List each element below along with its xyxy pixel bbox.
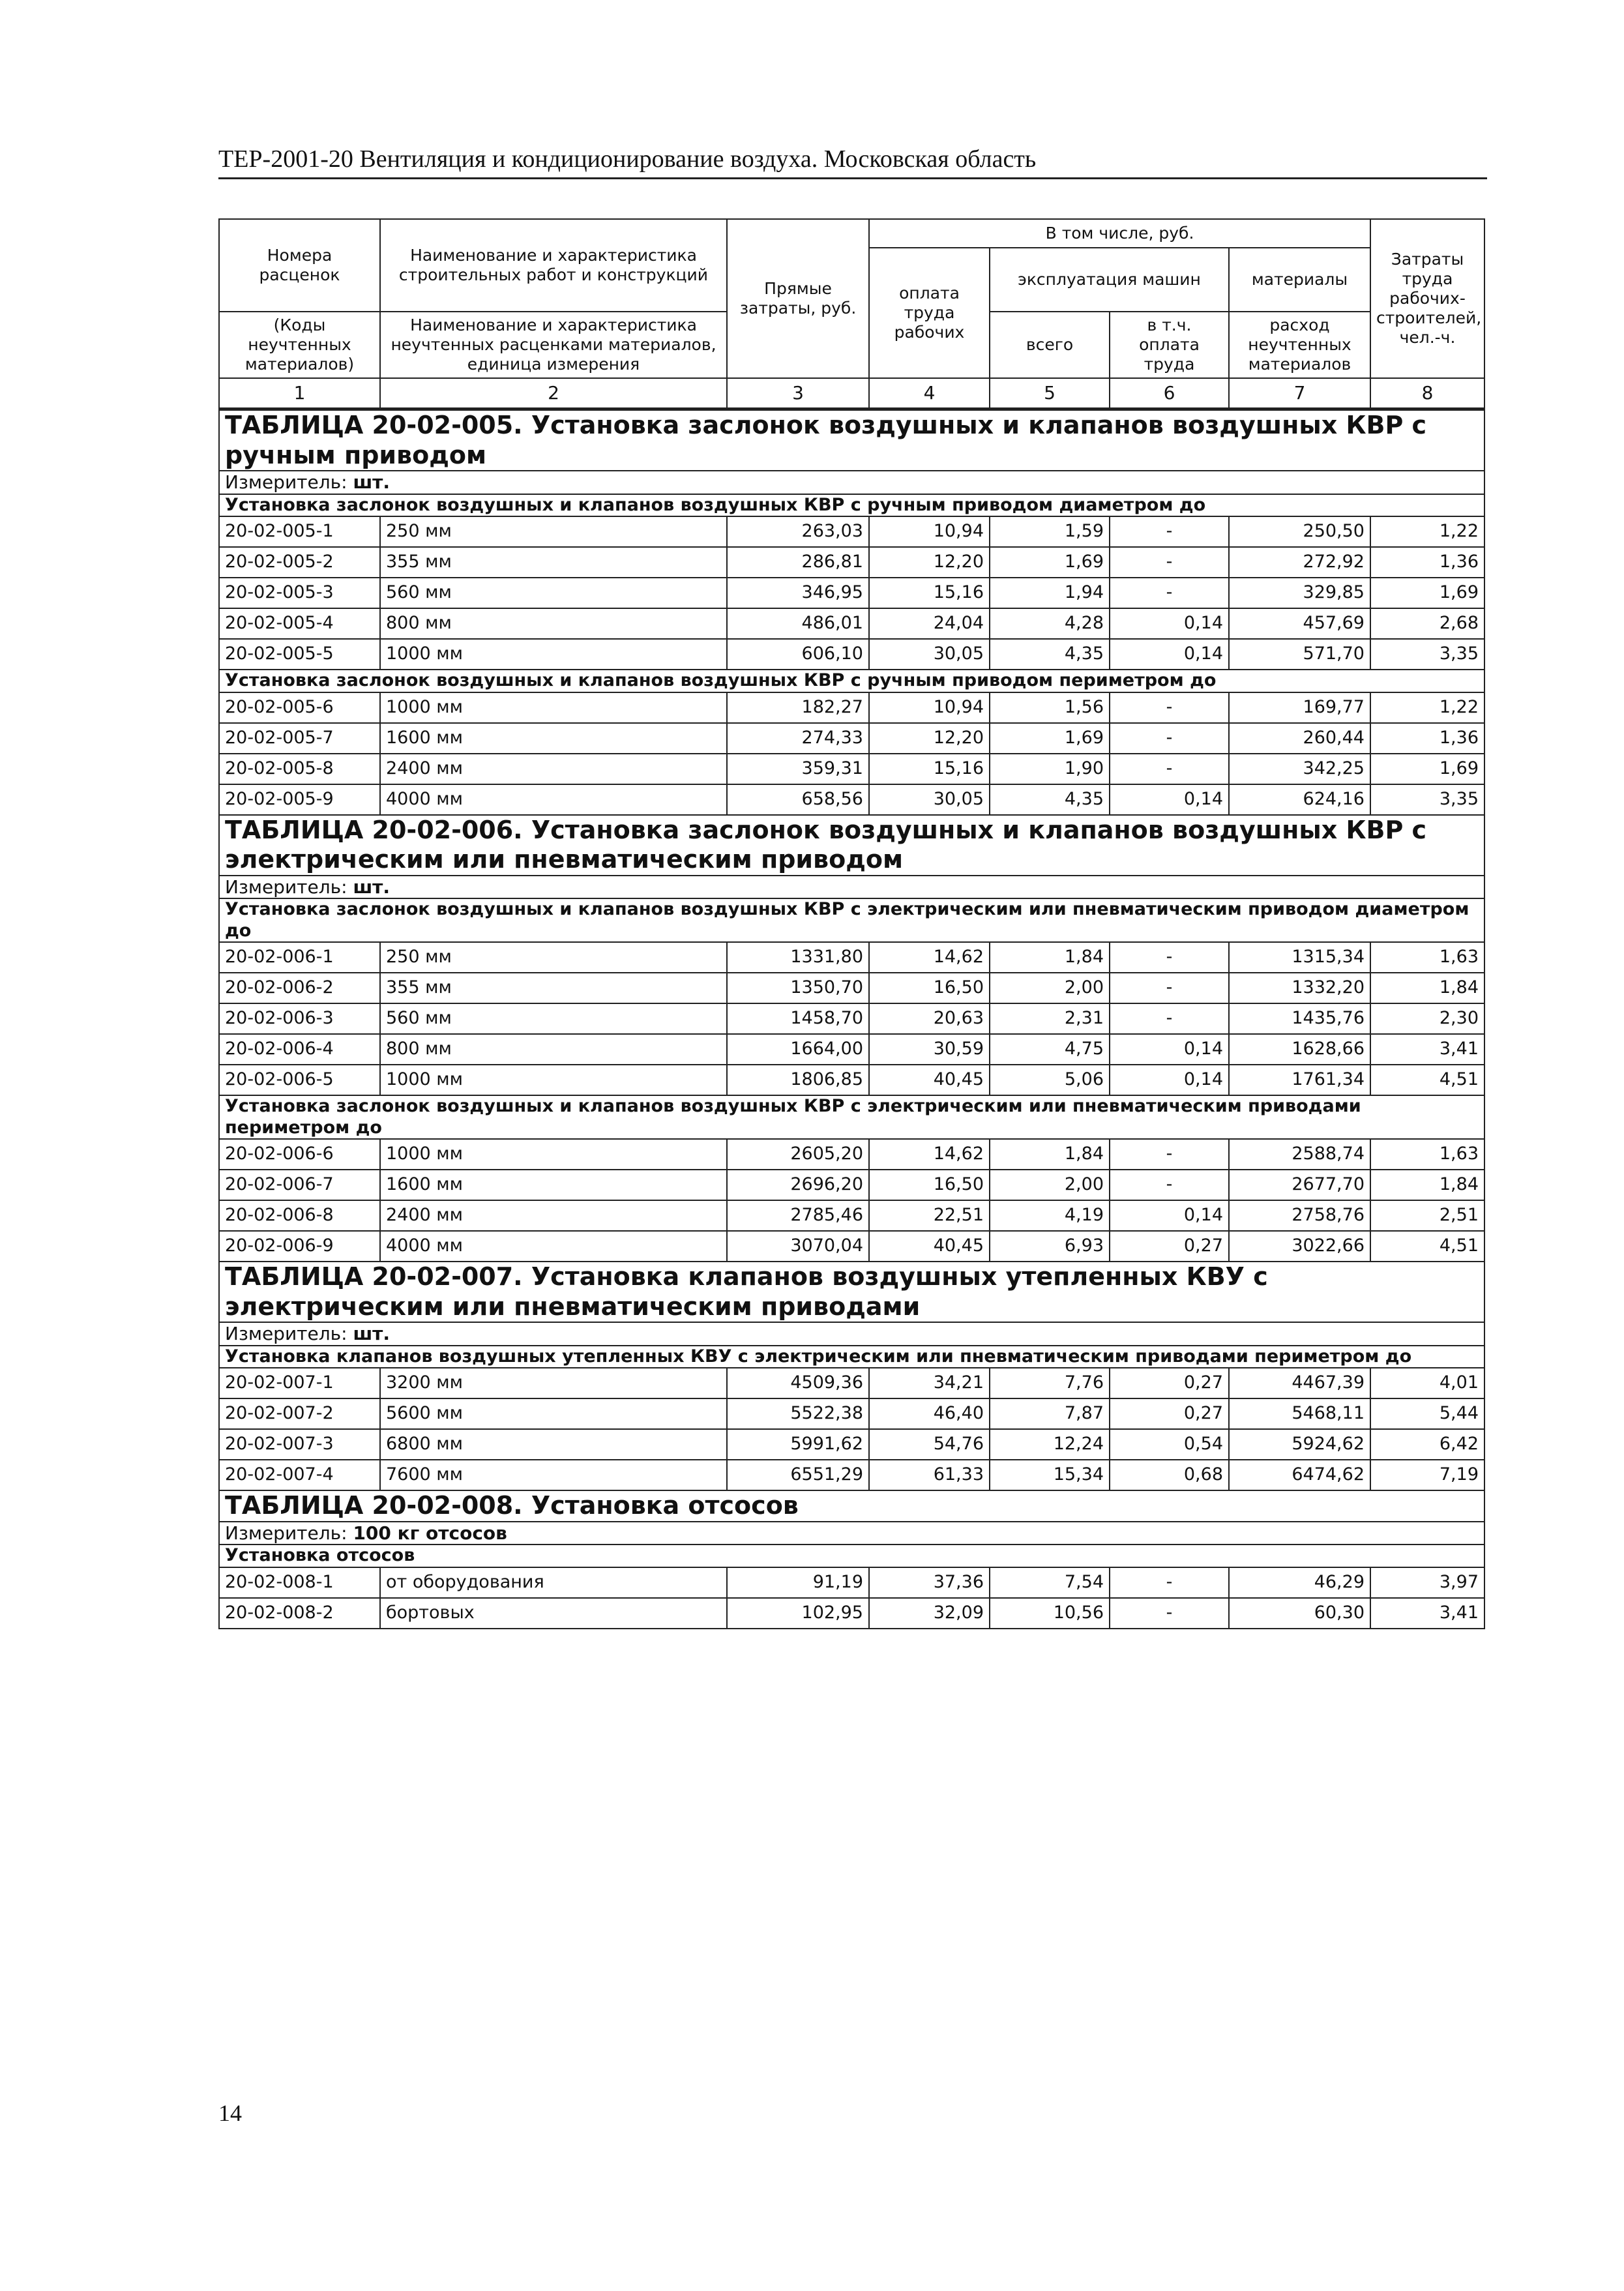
col-header-work-name: Наименование и характеристика строительных работ и конструкций — [380, 219, 727, 312]
work-size-cell: 560 мм — [380, 578, 727, 608]
direct-costs-cell: 6551,29 — [727, 1460, 869, 1490]
measure-label: Измеритель: — [225, 876, 353, 898]
materials-cell: 1435,76 — [1229, 1003, 1370, 1034]
materials-cell: 1761,34 — [1229, 1065, 1370, 1095]
rate-code-cell: 20-02-008-2 — [219, 1598, 380, 1629]
rate-code-cell: 20-02-005-1 — [219, 516, 380, 547]
materials-cell: 60,30 — [1229, 1598, 1370, 1629]
machines-labor-cell: - — [1110, 1567, 1229, 1598]
group-subtitle: Установка заслонок воздушных и клапанов воздушных КВР с электрическим или пневматическим приводом диаметром до — [219, 898, 1484, 942]
machines-total-cell: 7,54 — [990, 1567, 1110, 1598]
rate-code-cell: 20-02-005-2 — [219, 547, 380, 578]
table-row — [219, 1598, 1484, 1629]
labor-hours-cell: 1,69 — [1370, 578, 1484, 608]
work-size-cell: 1000 мм — [380, 692, 727, 723]
section-title: ТАБЛИЦА 20-02-008. Установка отсосов — [219, 1490, 1484, 1522]
labor-pay-cell: 54,76 — [869, 1429, 990, 1460]
table-row — [219, 1368, 1484, 1398]
measure-cell — [219, 876, 1484, 899]
column-number: 8 — [1370, 378, 1484, 409]
direct-costs-cell: 102,95 — [727, 1598, 869, 1629]
measure-unit: 100 кг отсосов — [353, 1522, 507, 1544]
table-row — [219, 942, 1484, 973]
machines-total-cell: 12,24 — [990, 1429, 1110, 1460]
table-section-title — [219, 1490, 1484, 1522]
rate-code-cell: 20-02-005-5 — [219, 639, 380, 670]
measure-cell — [219, 1322, 1484, 1346]
materials-cell: 6474,62 — [1229, 1460, 1370, 1490]
table-row — [219, 1170, 1484, 1200]
machines-labor-cell: 0,14 — [1110, 784, 1229, 815]
group-subtitle-row — [219, 670, 1484, 692]
running-header: ТЕР-2001-20 Вентиляция и кондиционирование воздуха. Московская область — [218, 145, 1487, 179]
work-size-cell: 1600 мм — [380, 1170, 727, 1200]
direct-costs-cell: 359,31 — [727, 754, 869, 784]
work-size-cell: 5600 мм — [380, 1398, 727, 1429]
labor-hours-cell: 1,22 — [1370, 516, 1484, 547]
labor-pay-cell: 46,40 — [869, 1398, 990, 1429]
table-row — [219, 608, 1484, 639]
measure-label: Измеритель: — [225, 1323, 353, 1345]
labor-hours-cell: 3,35 — [1370, 784, 1484, 815]
machines-total-cell: 4,35 — [990, 784, 1110, 815]
materials-cell: 5468,11 — [1229, 1398, 1370, 1429]
work-size-cell: 1600 мм — [380, 723, 727, 754]
table-row — [219, 578, 1484, 608]
direct-costs-cell: 1458,70 — [727, 1003, 869, 1034]
work-size-cell: 4000 мм — [380, 1231, 727, 1262]
table-row — [219, 973, 1484, 1003]
machines-total-cell: 1,94 — [990, 578, 1110, 608]
rate-code-cell: 20-02-005-7 — [219, 723, 380, 754]
machines-labor-cell: - — [1110, 1598, 1229, 1629]
labor-pay-cell: 32,09 — [869, 1598, 990, 1629]
direct-costs-cell: 1806,85 — [727, 1065, 869, 1095]
machines-total-cell: 15,34 — [990, 1460, 1110, 1490]
machines-total-cell: 1,69 — [990, 547, 1110, 578]
machines-total-cell: 6,93 — [990, 1231, 1110, 1262]
direct-costs-cell: 606,10 — [727, 639, 869, 670]
rate-code-cell: 20-02-008-1 — [219, 1567, 380, 1598]
machines-total-cell: 2,00 — [990, 973, 1110, 1003]
labor-pay-cell: 40,45 — [869, 1231, 990, 1262]
labor-hours-cell: 1,22 — [1370, 692, 1484, 723]
measure-row — [219, 471, 1484, 494]
direct-costs-cell: 274,33 — [727, 723, 869, 754]
rate-code-cell: 20-02-005-8 — [219, 754, 380, 784]
work-size-cell: 1000 мм — [380, 1139, 727, 1170]
group-subtitle-row — [219, 494, 1484, 516]
col-header-machines-total: всего — [990, 312, 1110, 378]
machines-labor-cell: - — [1110, 578, 1229, 608]
measure-cell — [219, 471, 1484, 494]
labor-hours-cell: 1,84 — [1370, 1170, 1484, 1200]
direct-costs-cell: 5522,38 — [727, 1398, 869, 1429]
section-title: ТАБЛИЦА 20-02-006. Установка заслонок воздушных и клапанов воздушных КВР с электрическим или пневматическим приводом — [219, 815, 1484, 876]
work-size-cell: 355 мм — [380, 547, 727, 578]
materials-cell: 169,77 — [1229, 692, 1370, 723]
labor-pay-cell: 12,20 — [869, 723, 990, 754]
page-number: 14 — [218, 2100, 242, 2126]
work-size-cell: 800 мм — [380, 1034, 727, 1065]
table-row — [219, 1567, 1484, 1598]
labor-pay-cell: 14,62 — [869, 1139, 990, 1170]
work-size-cell: 355 мм — [380, 973, 727, 1003]
rate-code-cell: 20-02-006-3 — [219, 1003, 380, 1034]
labor-pay-cell: 16,50 — [869, 1170, 990, 1200]
direct-costs-cell: 286,81 — [727, 547, 869, 578]
table-row — [219, 1065, 1484, 1095]
group-subtitle-row — [219, 898, 1484, 942]
column-number: 4 — [869, 378, 990, 409]
table-row — [219, 1139, 1484, 1170]
work-size-cell: 250 мм — [380, 942, 727, 973]
labor-pay-cell: 30,05 — [869, 639, 990, 670]
labor-hours-cell: 1,63 — [1370, 1139, 1484, 1170]
measure-row — [219, 876, 1484, 899]
direct-costs-cell: 91,19 — [727, 1567, 869, 1598]
labor-pay-cell: 10,94 — [869, 516, 990, 547]
labor-pay-cell: 12,20 — [869, 547, 990, 578]
labor-hours-cell: 1,63 — [1370, 942, 1484, 973]
labor-pay-cell: 22,51 — [869, 1200, 990, 1231]
col-header-machines: эксплуатация машин — [990, 248, 1229, 312]
rate-code-cell: 20-02-006-5 — [219, 1065, 380, 1095]
table-section-title — [219, 409, 1484, 471]
table-row — [219, 1460, 1484, 1490]
labor-pay-cell: 40,45 — [869, 1065, 990, 1095]
table-row — [219, 784, 1484, 815]
rate-code-cell: 20-02-006-2 — [219, 973, 380, 1003]
measure-label: Измеритель: — [225, 471, 353, 494]
group-subtitle: Установка заслонок воздушных и клапанов воздушных КВР с ручным приводом периметром до — [219, 670, 1484, 692]
labor-hours-cell: 4,51 — [1370, 1065, 1484, 1095]
machines-total-cell: 1,59 — [990, 516, 1110, 547]
labor-hours-cell: 4,51 — [1370, 1231, 1484, 1262]
col-header-material-consumption: расход неучтенных материалов — [1229, 312, 1370, 378]
rate-code-cell: 20-02-006-1 — [219, 942, 380, 973]
machines-labor-cell: 0,14 — [1110, 608, 1229, 639]
machines-total-cell: 4,75 — [990, 1034, 1110, 1065]
work-size-cell: 250 мм — [380, 516, 727, 547]
column-number: 1 — [219, 378, 380, 409]
col-header-direct-costs: Прямые затраты, руб. — [727, 219, 869, 378]
machines-labor-cell: - — [1110, 516, 1229, 547]
materials-cell: 2758,76 — [1229, 1200, 1370, 1231]
column-number: 2 — [380, 378, 727, 409]
machines-total-cell: 10,56 — [990, 1598, 1110, 1629]
rates-table — [218, 218, 1485, 1629]
machines-labor-cell: 0,68 — [1110, 1460, 1229, 1490]
materials-cell: 46,29 — [1229, 1567, 1370, 1598]
direct-costs-cell: 486,01 — [727, 608, 869, 639]
machines-total-cell: 2,31 — [990, 1003, 1110, 1034]
section-title: ТАБЛИЦА 20-02-005. Установка заслонок воздушных и клапанов воздушных КВР с ручным приводом — [219, 409, 1484, 471]
labor-hours-cell: 2,30 — [1370, 1003, 1484, 1034]
machines-labor-cell: - — [1110, 1003, 1229, 1034]
labor-hours-cell: 6,42 — [1370, 1429, 1484, 1460]
measure-unit: шт. — [353, 1323, 391, 1345]
group-subtitle: Установка клапанов воздушных утепленных КВУ с электрическим или пневматическим приводами периметром до — [219, 1346, 1484, 1368]
labor-hours-cell: 3,35 — [1370, 639, 1484, 670]
labor-hours-cell: 1,84 — [1370, 973, 1484, 1003]
labor-hours-cell: 4,01 — [1370, 1368, 1484, 1398]
group-subtitle: Установка заслонок воздушных и клапанов воздушных КВР с ручным приводом диаметром до — [219, 494, 1484, 516]
labor-hours-cell: 2,68 — [1370, 608, 1484, 639]
table-row — [219, 754, 1484, 784]
column-number: 7 — [1229, 378, 1370, 409]
col-header-machines-labor: в т.ч. оплата труда — [1110, 312, 1229, 378]
labor-pay-cell: 61,33 — [869, 1460, 990, 1490]
col-header-labor-hours: Затраты труда рабочих-строителей, чел.-ч. — [1370, 219, 1484, 378]
table-row — [219, 516, 1484, 547]
col-header-including: В том числе, руб. — [869, 219, 1370, 248]
labor-hours-cell: 3,41 — [1370, 1034, 1484, 1065]
machines-total-cell: 1,84 — [990, 942, 1110, 973]
work-size-cell: 3200 мм — [380, 1368, 727, 1398]
direct-costs-cell: 2605,20 — [727, 1139, 869, 1170]
machines-total-cell: 4,35 — [990, 639, 1110, 670]
measure-label: Измеритель: — [225, 1522, 353, 1544]
direct-costs-cell: 1350,70 — [727, 973, 869, 1003]
rate-code-cell: 20-02-007-1 — [219, 1368, 380, 1398]
labor-hours-cell: 1,36 — [1370, 547, 1484, 578]
materials-cell: 329,85 — [1229, 578, 1370, 608]
table-row — [219, 1003, 1484, 1034]
measure-row — [219, 1322, 1484, 1346]
table-row — [219, 1429, 1484, 1460]
rate-code-cell: 20-02-006-7 — [219, 1170, 380, 1200]
labor-pay-cell: 30,05 — [869, 784, 990, 815]
direct-costs-cell: 346,95 — [727, 578, 869, 608]
direct-costs-cell: 182,27 — [727, 692, 869, 723]
table-row — [219, 1034, 1484, 1065]
rate-code-cell: 20-02-005-6 — [219, 692, 380, 723]
machines-total-cell: 4,19 — [990, 1200, 1110, 1231]
labor-hours-cell: 3,41 — [1370, 1598, 1484, 1629]
direct-costs-cell: 2696,20 — [727, 1170, 869, 1200]
table-row — [219, 723, 1484, 754]
column-number: 6 — [1110, 378, 1229, 409]
work-size-cell: 800 мм — [380, 608, 727, 639]
materials-cell: 457,69 — [1229, 608, 1370, 639]
materials-cell: 272,92 — [1229, 547, 1370, 578]
labor-pay-cell: 30,59 — [869, 1034, 990, 1065]
machines-total-cell: 7,76 — [990, 1368, 1110, 1398]
materials-cell: 5924,62 — [1229, 1429, 1370, 1460]
labor-hours-cell: 3,97 — [1370, 1567, 1484, 1598]
rate-code-cell: 20-02-006-4 — [219, 1034, 380, 1065]
machines-total-cell: 5,06 — [990, 1065, 1110, 1095]
materials-cell: 3022,66 — [1229, 1231, 1370, 1262]
machines-labor-cell: 0,14 — [1110, 1065, 1229, 1095]
section-title: ТАБЛИЦА 20-02-007. Установка клапанов воздушных утепленных КВУ с электрическим или пневматическим приводами — [219, 1262, 1484, 1322]
work-size-cell: 2400 мм — [380, 1200, 727, 1231]
col-header-rate-number: Номера расценок — [219, 219, 380, 312]
machines-total-cell: 4,28 — [990, 608, 1110, 639]
materials-cell: 1332,20 — [1229, 973, 1370, 1003]
labor-hours-cell: 5,44 — [1370, 1398, 1484, 1429]
measure-unit: шт. — [353, 876, 391, 898]
column-number: 3 — [727, 378, 869, 409]
col-header-labor-pay: оплата труда рабочих — [869, 248, 990, 378]
group-subtitle: Установка отсосов — [219, 1545, 1484, 1567]
machines-total-cell: 1,90 — [990, 754, 1110, 784]
labor-pay-cell: 15,16 — [869, 578, 990, 608]
materials-cell: 2588,74 — [1229, 1139, 1370, 1170]
col-header-materials: материалы — [1229, 248, 1370, 312]
rate-code-cell: 20-02-005-3 — [219, 578, 380, 608]
labor-pay-cell: 24,04 — [869, 608, 990, 639]
labor-pay-cell: 37,36 — [869, 1567, 990, 1598]
rate-code-cell: 20-02-006-8 — [219, 1200, 380, 1231]
machines-labor-cell: - — [1110, 723, 1229, 754]
materials-cell: 1628,66 — [1229, 1034, 1370, 1065]
group-subtitle-row — [219, 1095, 1484, 1139]
labor-pay-cell: 10,94 — [869, 692, 990, 723]
rate-code-cell: 20-02-007-4 — [219, 1460, 380, 1490]
table-row — [219, 1200, 1484, 1231]
labor-pay-cell: 14,62 — [869, 942, 990, 973]
rate-code-cell: 20-02-007-2 — [219, 1398, 380, 1429]
materials-cell: 2677,70 — [1229, 1170, 1370, 1200]
labor-hours-cell: 1,69 — [1370, 754, 1484, 784]
materials-cell: 4467,39 — [1229, 1368, 1370, 1398]
table-section-title — [219, 1262, 1484, 1322]
measure-row — [219, 1522, 1484, 1545]
labor-hours-cell: 1,36 — [1370, 723, 1484, 754]
labor-hours-cell: 7,19 — [1370, 1460, 1484, 1490]
column-number: 5 — [990, 378, 1110, 409]
machines-total-cell: 1,84 — [990, 1139, 1110, 1170]
machines-labor-cell: - — [1110, 547, 1229, 578]
direct-costs-cell: 2785,46 — [727, 1200, 869, 1231]
direct-costs-cell: 658,56 — [727, 784, 869, 815]
col-header-material-codes: (Коды неучтенных материалов) — [219, 312, 380, 378]
measure-cell — [219, 1522, 1484, 1545]
materials-cell: 624,16 — [1229, 784, 1370, 815]
direct-costs-cell: 1331,80 — [727, 942, 869, 973]
work-size-cell: 560 мм — [380, 1003, 727, 1034]
rate-code-cell: 20-02-005-4 — [219, 608, 380, 639]
machines-labor-cell: - — [1110, 942, 1229, 973]
materials-cell: 1315,34 — [1229, 942, 1370, 973]
col-header-material-name: Наименование и характеристика неучтенных расценками материалов, единица измерения — [380, 312, 727, 378]
direct-costs-cell: 1664,00 — [727, 1034, 869, 1065]
materials-cell: 260,44 — [1229, 723, 1370, 754]
group-subtitle-row — [219, 1545, 1484, 1567]
measure-unit: шт. — [353, 471, 391, 494]
group-subtitle-row — [219, 1346, 1484, 1368]
rate-code-cell: 20-02-006-9 — [219, 1231, 380, 1262]
work-size-cell: 6800 мм — [380, 1429, 727, 1460]
table-row — [219, 547, 1484, 578]
work-size-cell: 1000 мм — [380, 639, 727, 670]
work-size-cell: 4000 мм — [380, 784, 727, 815]
labor-pay-cell: 20,63 — [869, 1003, 990, 1034]
machines-total-cell: 1,56 — [990, 692, 1110, 723]
machines-labor-cell: - — [1110, 754, 1229, 784]
rate-code-cell: 20-02-005-9 — [219, 784, 380, 815]
machines-labor-cell: 0,27 — [1110, 1368, 1229, 1398]
table-row — [219, 1231, 1484, 1262]
rate-code-cell: 20-02-006-6 — [219, 1139, 380, 1170]
machines-labor-cell: 0,14 — [1110, 1034, 1229, 1065]
machines-labor-cell: - — [1110, 1170, 1229, 1200]
machines-labor-cell: 0,27 — [1110, 1398, 1229, 1429]
direct-costs-cell: 263,03 — [727, 516, 869, 547]
direct-costs-cell: 3070,04 — [727, 1231, 869, 1262]
table-row — [219, 1398, 1484, 1429]
materials-cell: 342,25 — [1229, 754, 1370, 784]
labor-hours-cell: 2,51 — [1370, 1200, 1484, 1231]
machines-labor-cell: 0,27 — [1110, 1231, 1229, 1262]
machines-labor-cell: 0,14 — [1110, 639, 1229, 670]
labor-pay-cell: 16,50 — [869, 973, 990, 1003]
work-size-cell: от оборудования — [380, 1567, 727, 1598]
machines-total-cell: 1,69 — [990, 723, 1110, 754]
table-section-title — [219, 815, 1484, 876]
rate-code-cell: 20-02-007-3 — [219, 1429, 380, 1460]
machines-labor-cell: 0,14 — [1110, 1200, 1229, 1231]
machines-total-cell: 2,00 — [990, 1170, 1110, 1200]
machines-labor-cell: - — [1110, 1139, 1229, 1170]
work-size-cell: 1000 мм — [380, 1065, 727, 1095]
materials-cell: 250,50 — [1229, 516, 1370, 547]
materials-cell: 571,70 — [1229, 639, 1370, 670]
labor-pay-cell: 34,21 — [869, 1368, 990, 1398]
direct-costs-cell: 5991,62 — [727, 1429, 869, 1460]
machines-labor-cell: - — [1110, 692, 1229, 723]
work-size-cell: 2400 мм — [380, 754, 727, 784]
machines-total-cell: 7,87 — [990, 1398, 1110, 1429]
labor-pay-cell: 15,16 — [869, 754, 990, 784]
machines-labor-cell: - — [1110, 973, 1229, 1003]
group-subtitle: Установка заслонок воздушных и клапанов воздушных КВР с электрическим или пневматическим приводами периметром до — [219, 1095, 1484, 1139]
work-size-cell: 7600 мм — [380, 1460, 727, 1490]
table-row — [219, 639, 1484, 670]
direct-costs-cell: 4509,36 — [727, 1368, 869, 1398]
work-size-cell: бортовых — [380, 1598, 727, 1629]
table-row — [219, 692, 1484, 723]
machines-labor-cell: 0,54 — [1110, 1429, 1229, 1460]
